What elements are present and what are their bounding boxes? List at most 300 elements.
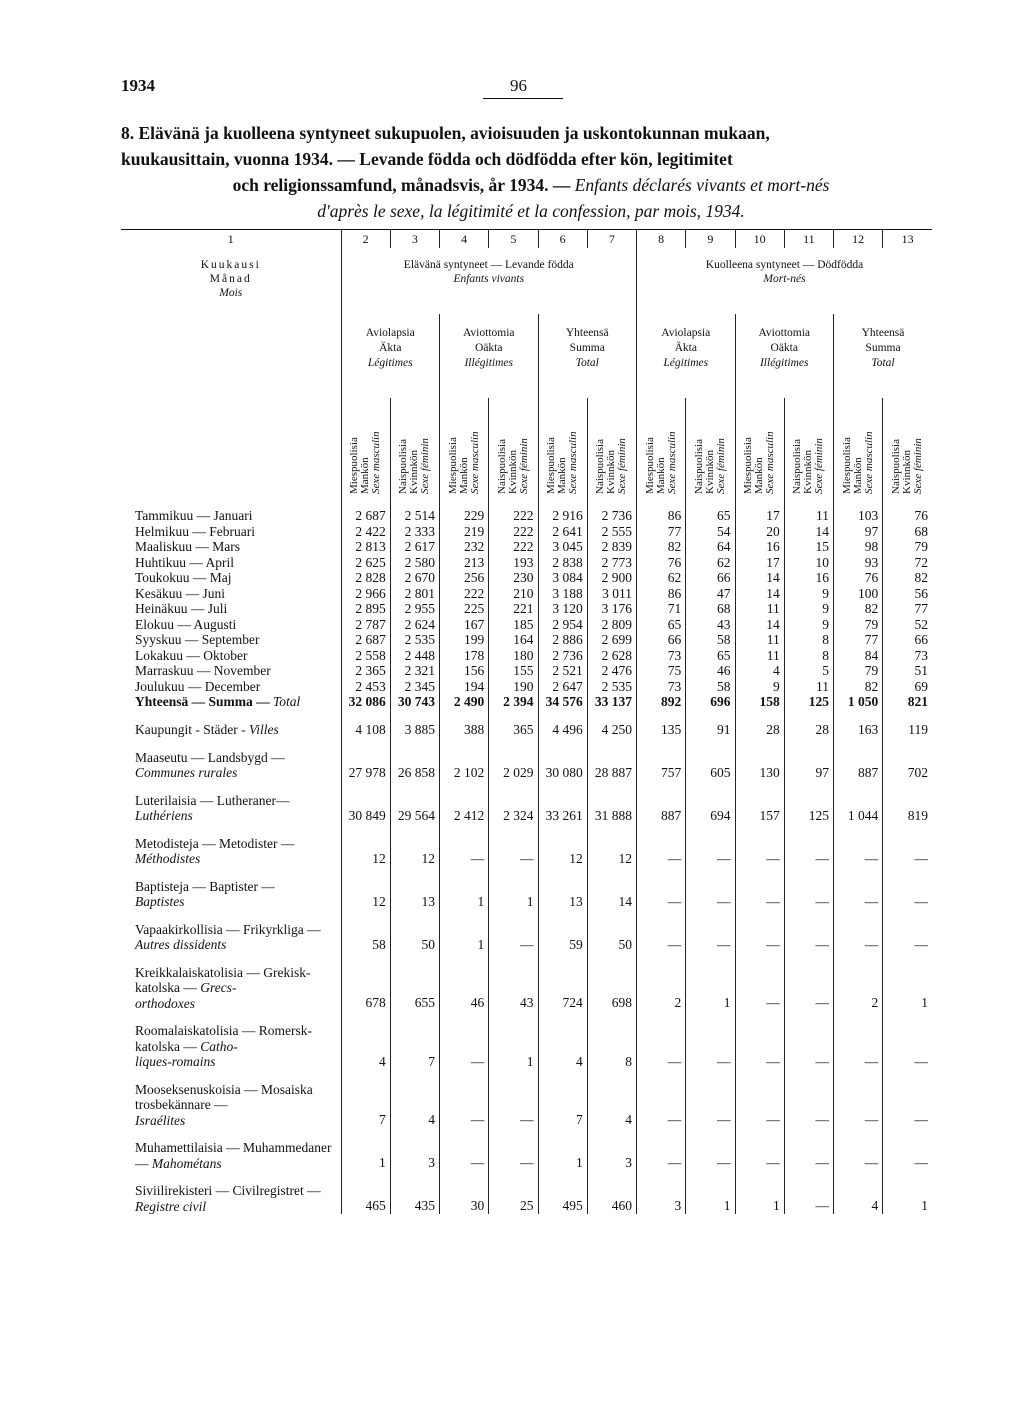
sex-sv: Mankön <box>457 457 470 494</box>
stub-sv: Månad <box>209 273 252 285</box>
value-cell: — <box>637 922 686 953</box>
spacer-cell <box>784 710 833 722</box>
spacer-cell <box>121 953 341 965</box>
spacer-cell <box>735 1128 784 1140</box>
value-cell: — <box>489 836 538 867</box>
spacer-cell <box>390 1070 439 1082</box>
subgroup-fi: Aviolapsia <box>661 327 711 339</box>
title-line-1: 8. Elävänä ja kuolleena syntyneet sukupuolen, avioisuuden ja uskontokunnan mukaan, <box>121 123 770 143</box>
title-line-3a: och religionssamfund, månadsvis, år 1934. — <box>232 175 571 195</box>
sex-fi: Naispuolisia <box>594 439 607 494</box>
value-cell: 219 <box>440 524 489 540</box>
spacer-cell <box>587 1128 636 1140</box>
value-cell: 16 <box>784 570 833 586</box>
value-cell: 1 <box>883 1183 932 1214</box>
value-cell: 93 <box>834 555 883 571</box>
value-cell: 819 <box>883 793 932 824</box>
label-main: Mooseksenuskoisia — Mosaiska trosbekännare — <box>135 1081 313 1112</box>
value-cell: 77 <box>883 601 932 617</box>
value-cell: 365 <box>489 722 538 738</box>
row-label <box>121 508 341 524</box>
column-number: 8 <box>637 230 686 249</box>
living-fr: Enfants vivants <box>453 273 525 285</box>
spacer-cell <box>883 1070 932 1082</box>
spacer-cell <box>390 781 439 793</box>
label-fr-2: liques-romains <box>135 1054 216 1069</box>
value-cell: 2 809 <box>587 617 636 633</box>
value-cell: — <box>686 922 735 953</box>
table-row <box>121 694 932 710</box>
spacer-cell <box>121 496 341 508</box>
value-cell: 821 <box>883 694 932 710</box>
label-main: Metodisteja — Metodister — <box>135 835 295 851</box>
spacer-cell <box>489 867 538 879</box>
value-cell: 3 120 <box>538 601 587 617</box>
value-cell: 2 916 <box>538 508 587 524</box>
spacer-cell <box>440 496 489 508</box>
value-cell: 2 394 <box>489 694 538 710</box>
spacer-cell <box>341 867 390 879</box>
value-cell: 79 <box>883 539 932 555</box>
sex-fi: Naispuolisia <box>890 439 903 494</box>
value-cell: 698 <box>587 965 636 1012</box>
stub-fr: Mois <box>219 287 243 299</box>
spacer-cell <box>489 1171 538 1183</box>
row-label-text <box>135 965 310 1011</box>
spacer-cell <box>735 496 784 508</box>
value-cell: 5 <box>784 663 833 679</box>
label-main: Luterilaisia — Lutheraner— <box>135 792 290 808</box>
value-cell: 26 858 <box>390 750 439 781</box>
spacer-cell <box>489 1070 538 1082</box>
spacer-cell <box>735 1171 784 1183</box>
value-cell: 1 <box>489 879 538 910</box>
table-row <box>121 632 932 648</box>
spacer-cell <box>834 1128 883 1140</box>
spacer-cell <box>735 953 784 965</box>
spacer-cell <box>686 1011 735 1023</box>
sex-header-male <box>637 398 686 496</box>
value-cell: — <box>834 1023 883 1070</box>
value-cell: 8 <box>587 1023 636 1070</box>
label-fr: Catho- <box>200 1038 238 1054</box>
title-line-3 <box>121 172 941 198</box>
value-cell: 2 029 <box>489 750 538 781</box>
value-cell: — <box>735 1082 784 1129</box>
spacer-cell <box>784 1171 833 1183</box>
sex-header-text <box>694 402 727 494</box>
value-cell: 2 535 <box>587 679 636 695</box>
spacer-cell <box>686 1128 735 1140</box>
value-cell: 79 <box>834 617 883 633</box>
spacer-cell <box>686 910 735 922</box>
column-number: 1 <box>121 230 341 249</box>
value-cell: 14 <box>735 586 784 602</box>
value-cell: 2 670 <box>390 570 439 586</box>
table-row <box>121 663 932 679</box>
value-cell: — <box>883 1140 932 1171</box>
spacer-cell <box>637 1128 686 1140</box>
value-cell: 15 <box>784 539 833 555</box>
value-cell: — <box>784 1183 833 1214</box>
value-cell: 82 <box>834 601 883 617</box>
sex-header-text <box>645 402 678 494</box>
page-number: 96 <box>510 76 527 95</box>
value-cell: 167 <box>440 617 489 633</box>
value-cell: 2 966 <box>341 586 390 602</box>
sex-fi: Miespuolisia <box>446 437 459 494</box>
spacer-cell <box>883 824 932 836</box>
value-cell: 724 <box>538 965 587 1012</box>
label-main: Muhamettilaisia — Muhammedaner — <box>135 1140 332 1171</box>
sex-sv: Mankön <box>359 457 372 494</box>
spacer-cell <box>735 1011 784 1023</box>
value-cell: 62 <box>686 555 735 571</box>
column-number: 7 <box>587 230 636 249</box>
value-cell: — <box>834 879 883 910</box>
value-cell: 56 <box>883 586 932 602</box>
value-cell: 495 <box>538 1183 587 1214</box>
spacer-cell <box>784 1011 833 1023</box>
sex-header-male <box>538 398 587 496</box>
value-cell: 2 838 <box>538 555 587 571</box>
page-number-rule <box>483 98 563 99</box>
sex-fi: Miespuolisia <box>643 437 656 494</box>
value-cell: — <box>489 1082 538 1129</box>
subgroup-sv: Summa <box>865 342 901 354</box>
total-label-b: Total <box>273 694 301 709</box>
spacer-cell <box>784 496 833 508</box>
label-fr-2: orthodoxes <box>135 995 195 1011</box>
value-cell: 9 <box>784 586 833 602</box>
sex-sv: Kvinnkön <box>802 450 815 494</box>
month-label: Huhtikuu — April <box>135 554 235 570</box>
value-cell: 2 453 <box>341 679 390 695</box>
value-cell: 33 261 <box>538 793 587 824</box>
value-cell: 17 <box>735 555 784 571</box>
value-cell: 2 345 <box>390 679 439 695</box>
column-number: 13 <box>883 230 932 249</box>
sex-header-female <box>784 398 833 496</box>
spacer-cell <box>440 738 489 750</box>
column-number: 12 <box>834 230 883 249</box>
row-label <box>121 793 341 824</box>
value-cell: 72 <box>883 555 932 571</box>
table-row <box>121 1082 932 1129</box>
subgroup-illegit <box>735 314 834 398</box>
value-cell: 30 849 <box>341 793 390 824</box>
statistics-table <box>121 229 932 1214</box>
sex-sv: Kvinnkön <box>408 450 421 494</box>
group-header-row <box>121 248 932 314</box>
value-cell: 66 <box>637 632 686 648</box>
spacer-cell <box>784 1128 833 1140</box>
value-cell: — <box>784 1082 833 1129</box>
value-cell: 164 <box>489 632 538 648</box>
spacer-cell <box>686 781 735 793</box>
dead-fi: Kuolleena syntyneet — Dödfödda <box>705 259 864 271</box>
value-cell: 75 <box>637 663 686 679</box>
sex-fr: Sexe masculin <box>862 431 875 494</box>
value-cell: 82 <box>834 679 883 695</box>
value-cell: — <box>686 836 735 867</box>
value-cell: 2 813 <box>341 539 390 555</box>
row-label <box>121 879 341 910</box>
row-label <box>121 648 341 664</box>
spacer-row <box>121 781 932 793</box>
table-row <box>121 586 932 602</box>
month-label: Elokuu — Augusti <box>135 616 237 632</box>
spacer-cell <box>637 953 686 965</box>
spacer-cell <box>883 496 932 508</box>
spacer-cell <box>341 1171 390 1183</box>
spacer-cell <box>587 867 636 879</box>
value-cell: 2 365 <box>341 663 390 679</box>
sex-header-text <box>349 402 382 494</box>
spacer-cell <box>784 910 833 922</box>
spacer-cell <box>341 1070 390 1082</box>
value-cell: — <box>784 1023 833 1070</box>
value-cell: 4 <box>341 1023 390 1070</box>
value-cell: 51 <box>883 663 932 679</box>
value-cell: 11 <box>784 679 833 695</box>
label-main: Siviilirekisteri — Civilregistret — <box>135 1183 321 1198</box>
sex-sv: Mankön <box>556 457 569 494</box>
column-number: 2 <box>341 230 390 249</box>
sex-fi: Miespuolisia <box>840 437 853 494</box>
value-cell: 43 <box>489 965 538 1012</box>
subgroup-fr: Légitimes <box>663 357 709 369</box>
row-label <box>121 632 341 648</box>
spacer-cell <box>637 1070 686 1082</box>
row-label <box>121 617 341 633</box>
stub-fi: Kuukausi <box>200 259 261 271</box>
value-cell: 225 <box>440 601 489 617</box>
value-cell: 2 628 <box>587 648 636 664</box>
value-cell: 1 050 <box>834 694 883 710</box>
value-cell: 25 <box>489 1183 538 1214</box>
spacer-cell <box>440 1171 489 1183</box>
subgroup-sv: Oäkta <box>770 342 798 354</box>
value-cell: — <box>883 922 932 953</box>
spacer-cell <box>637 738 686 750</box>
value-cell: 887 <box>637 793 686 824</box>
row-label <box>121 524 341 540</box>
value-cell: 2 641 <box>538 524 587 540</box>
spacer-cell <box>489 1128 538 1140</box>
month-label: Maaliskuu — Mars <box>135 539 240 554</box>
spacer-cell <box>489 910 538 922</box>
spacer-cell <box>440 1011 489 1023</box>
value-cell: 213 <box>440 555 489 571</box>
value-cell: 11 <box>735 632 784 648</box>
spacer-row <box>121 710 932 722</box>
spacer-cell <box>440 1128 489 1140</box>
value-cell: — <box>834 922 883 953</box>
label-main: Kaupungit - Städer - <box>135 721 246 737</box>
sex-header-text <box>546 402 579 494</box>
value-cell: 158 <box>735 694 784 710</box>
column-number: 5 <box>489 230 538 249</box>
value-cell: 180 <box>489 648 538 664</box>
title-line-4 <box>121 198 941 224</box>
title-line-2: kuukausittain, vuonna 1934. — Levande födda och dödfödda efter kön, legitimitet <box>121 149 733 169</box>
spacer-cell <box>686 953 735 965</box>
spacer-cell <box>390 867 439 879</box>
column-number: 6 <box>538 230 587 249</box>
spacer-cell <box>538 1171 587 1183</box>
sex-fi: Naispuolisia <box>495 439 508 494</box>
value-cell: 7 <box>341 1082 390 1129</box>
table-row <box>121 508 932 524</box>
spacer-cell <box>834 953 883 965</box>
value-cell: 76 <box>637 555 686 571</box>
label-fr: Grecs- <box>200 980 237 995</box>
label-fr-2: Méthodistes <box>135 851 201 866</box>
value-cell: 82 <box>637 539 686 555</box>
value-cell: 30 <box>440 1183 489 1214</box>
value-cell: 68 <box>686 601 735 617</box>
spacer-cell <box>834 710 883 722</box>
spacer-cell <box>538 1011 587 1023</box>
row-label <box>121 922 341 953</box>
value-cell: 59 <box>538 922 587 953</box>
row-label <box>121 663 341 679</box>
table-row <box>121 1140 932 1171</box>
value-cell: 2 514 <box>390 508 439 524</box>
spacer-cell <box>390 1171 439 1183</box>
spacer-cell <box>587 710 636 722</box>
value-cell: 76 <box>883 508 932 524</box>
value-cell: 28 <box>784 722 833 738</box>
value-cell: 16 <box>735 539 784 555</box>
value-cell: — <box>735 1023 784 1070</box>
spacer-cell <box>121 738 341 750</box>
value-cell: — <box>686 1023 735 1070</box>
spacer-cell <box>637 710 686 722</box>
row-label <box>121 679 341 695</box>
label-fr-2: Baptistes <box>135 894 185 909</box>
sex-sv: Mankön <box>654 457 667 494</box>
value-cell: — <box>686 1082 735 1129</box>
value-cell: 194 <box>440 679 489 695</box>
value-cell: 2 333 <box>390 524 439 540</box>
spacer-cell <box>637 781 686 793</box>
value-cell: 2 787 <box>341 617 390 633</box>
spacer-cell <box>735 1070 784 1082</box>
spacer-cell <box>390 910 439 922</box>
value-cell: — <box>834 1140 883 1171</box>
value-cell: 2 324 <box>489 793 538 824</box>
subgroup-total <box>538 314 637 398</box>
column-number: 10 <box>735 230 784 249</box>
value-cell: 7 <box>538 1082 587 1129</box>
spacer-cell <box>637 867 686 879</box>
subgroup-fi: Yhteensä <box>861 327 905 339</box>
spacer-cell <box>883 1011 932 1023</box>
value-cell: 222 <box>440 586 489 602</box>
value-cell: — <box>637 1140 686 1171</box>
value-cell: 155 <box>489 663 538 679</box>
label-fr: Mahométans <box>151 1155 222 1171</box>
value-cell: — <box>686 1140 735 1171</box>
spacer-cell <box>883 710 932 722</box>
value-cell: 8 <box>784 632 833 648</box>
spacer-cell <box>390 710 439 722</box>
value-cell: 52 <box>883 617 932 633</box>
spacer-cell <box>121 1171 341 1183</box>
sex-fr: Sexe féminin <box>616 438 629 494</box>
spacer-row <box>121 867 932 879</box>
row-label-text <box>135 1183 321 1214</box>
value-cell: — <box>637 1082 686 1129</box>
sex-fr: Sexe féminin <box>912 438 925 494</box>
value-cell: — <box>883 836 932 867</box>
row-label <box>121 965 341 1012</box>
value-cell: — <box>686 879 735 910</box>
spacer-cell <box>834 824 883 836</box>
spacer-cell <box>121 824 341 836</box>
row-label <box>121 1140 341 1171</box>
sex-fi: Naispuolisia <box>692 439 705 494</box>
spacer-cell <box>489 496 538 508</box>
value-cell: — <box>784 879 833 910</box>
value-cell: — <box>637 879 686 910</box>
value-cell: 757 <box>637 750 686 781</box>
value-cell: 2 773 <box>587 555 636 571</box>
row-label-text <box>135 879 275 910</box>
sex-header-male <box>834 398 883 496</box>
row-label <box>121 586 341 602</box>
spacer-cell <box>637 496 686 508</box>
value-cell: 1 <box>735 1183 784 1214</box>
value-cell: 11 <box>784 508 833 524</box>
value-cell: — <box>784 1140 833 1171</box>
value-cell: — <box>784 922 833 953</box>
table-row <box>121 555 932 571</box>
value-cell: 2 <box>834 965 883 1012</box>
sex-fr: Sexe masculin <box>468 431 481 494</box>
value-cell: 210 <box>489 586 538 602</box>
value-cell: 14 <box>735 617 784 633</box>
table-row <box>121 648 932 664</box>
row-label-text <box>135 722 279 737</box>
subgroup-sv: Summa <box>569 342 605 354</box>
spacer-cell <box>390 1011 439 1023</box>
sex-fr: Sexe masculin <box>764 431 777 494</box>
table-body <box>121 496 932 1214</box>
month-label: Helmikuu — Februari <box>135 523 255 539</box>
spacer-cell <box>538 910 587 922</box>
value-cell: 230 <box>489 570 538 586</box>
value-cell: 76 <box>834 570 883 586</box>
value-cell: 125 <box>784 694 833 710</box>
spacer-cell <box>121 710 341 722</box>
value-cell: 435 <box>390 1183 439 1214</box>
value-cell: 33 137 <box>587 694 636 710</box>
column-number: 11 <box>784 230 833 249</box>
month-label: Kesäkuu — Juni <box>135 585 225 601</box>
spacer-cell <box>883 1171 932 1183</box>
value-cell: 1 <box>538 1140 587 1171</box>
label-main: Kreikkalaiskatolisia — Grekisk-katolska — <box>135 964 311 995</box>
table-row <box>121 1023 932 1070</box>
label-main: Maaseutu — Landsbygd — <box>135 749 285 765</box>
value-cell: 4 496 <box>538 722 587 738</box>
spacer-cell <box>341 496 390 508</box>
value-cell: 2 736 <box>538 648 587 664</box>
row-label-text <box>135 922 321 953</box>
